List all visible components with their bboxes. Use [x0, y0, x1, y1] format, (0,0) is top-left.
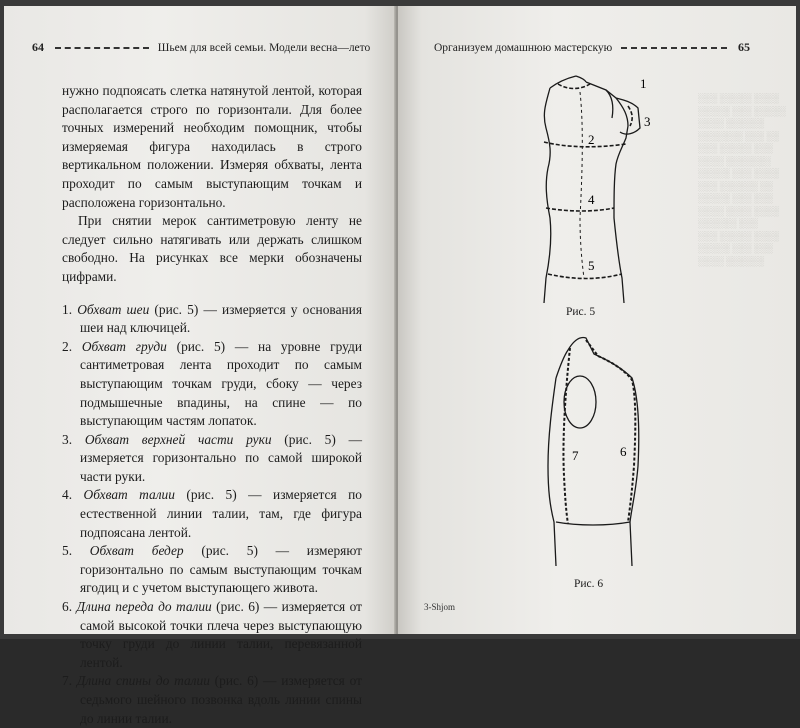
body-outline-right: [568, 338, 639, 567]
header-rule: [621, 47, 727, 49]
list-item: 1. Обхват шеи (рис. 5) — измеряется у основания шеи над ключицей.: [62, 301, 362, 336]
show-through-text: ░░░ ░░░░░ ░░░░ ░░░░░ ░░░ ░░░░░ ░░░░ ░░░░░░ ░░░░░░░ ░░░ ░░ ░░░ ░░░░░ ░░░ ░░░░ ░░░░░░░ ░░░░░ ░░░ ░░░░ ░░░ ░░░░░░ ░░ ░░░░░ ░░░ ░░░ ░░░░ ░░░░ ░░░░ ░░░░░░ ░░░ ░░░ ░░░░░ ░░░░ ░░░░░ ░░░ ░░░ ░░░░ ░░░░░░: [698, 93, 786, 266]
list-item: 7. Длина спины до талии (рис. 6) — измеряется от седьмого шейного позвонка вдоль линии спины до линии талии.: [62, 673, 362, 726]
signature-mark: 3-Shjom: [424, 602, 456, 612]
list-item: 2. Обхват груди (рис. 5) — на уровне груди сантиметровая лента проходит по самым выступающим точкам груди, сбоку — через подмышечные впадины, на спине — по выступающим частям лопаток.: [62, 338, 362, 429]
body-outline-left: [548, 378, 556, 566]
left-page-number: 64: [32, 40, 44, 54]
fig6-label-7: 7: [572, 448, 579, 463]
measure-line-neck: [558, 84, 590, 89]
body-outline-left: [544, 88, 551, 303]
fig5-label-2: 2: [588, 132, 595, 147]
left-page: [4, 6, 396, 726]
measure-line-back-length: [563, 348, 570, 524]
right-page-number: 65: [738, 40, 750, 54]
measure-line-bust: [544, 142, 626, 147]
fig5-label-4: 4: [588, 192, 595, 207]
header-rule: [55, 47, 149, 49]
intro-paragraph: нужно подпоясать слетка натянутой лентой, которая располагается строго по горизонтали. Для более точных измерений необходим помощник, чтобы измеряемая фигура находилась в строго вертикальном положении. Измеряя обхваты, лента проходит по самым выступающим точкам и расположена горизонтально.: [62, 83, 362, 210]
figure-6-dress-form: [528, 326, 768, 576]
figure-5-dress-form: [528, 68, 788, 308]
measurement-list: [62, 301, 362, 728]
measure-line-front-length: [586, 340, 635, 522]
right-running-header: [434, 40, 750, 55]
left-running-header: [32, 40, 370, 55]
left-body-text: [62, 82, 362, 728]
list-item: 6. Длина переда до талии (рис. 6) — измеряется от самой высокой точки плеча через выступающую точку груди до линии талии, перевязанной лентой.: [62, 599, 362, 670]
left-header-title: Шьем для всей семьи. Модели весна—лето: [157, 42, 371, 54]
figure-6-caption: Рис. 6: [574, 578, 604, 590]
list-item: 3. Обхват верхней части руки (рис. 5) — измеряется горизонтально по самой широкой части руки.: [62, 431, 362, 484]
fig6-label-6: 6: [620, 444, 627, 459]
fig5-label-3: 3: [644, 114, 651, 129]
right-page: [398, 6, 796, 634]
second-paragraph: При снятии мерок сантиметровую ленту не следует сильно натягивать или держать слишком свободно. На рисунках все мерки обозначены цифрами.: [62, 213, 362, 284]
figure-5-caption: Рис. 5: [566, 306, 596, 318]
right-header-title: Организуем домашнюю мастерскую: [434, 42, 613, 54]
list-item: 4. Обхват талии (рис. 5) — измеряется по естественной линии талии, там, где фигура подпоясана лентой.: [62, 487, 362, 540]
measure-line-hips: [548, 274, 622, 279]
armhole-outline: [564, 376, 596, 428]
fig5-label-5: 5: [588, 258, 595, 273]
fig5-label-1: 1: [640, 76, 647, 91]
list-item: 5. Обхват бедер (рис. 5) — измеряют горизонтально по самым выступающим точкам ягодиц и с учетом выступающего живота.: [62, 543, 362, 596]
measure-line-arm: [628, 106, 632, 126]
